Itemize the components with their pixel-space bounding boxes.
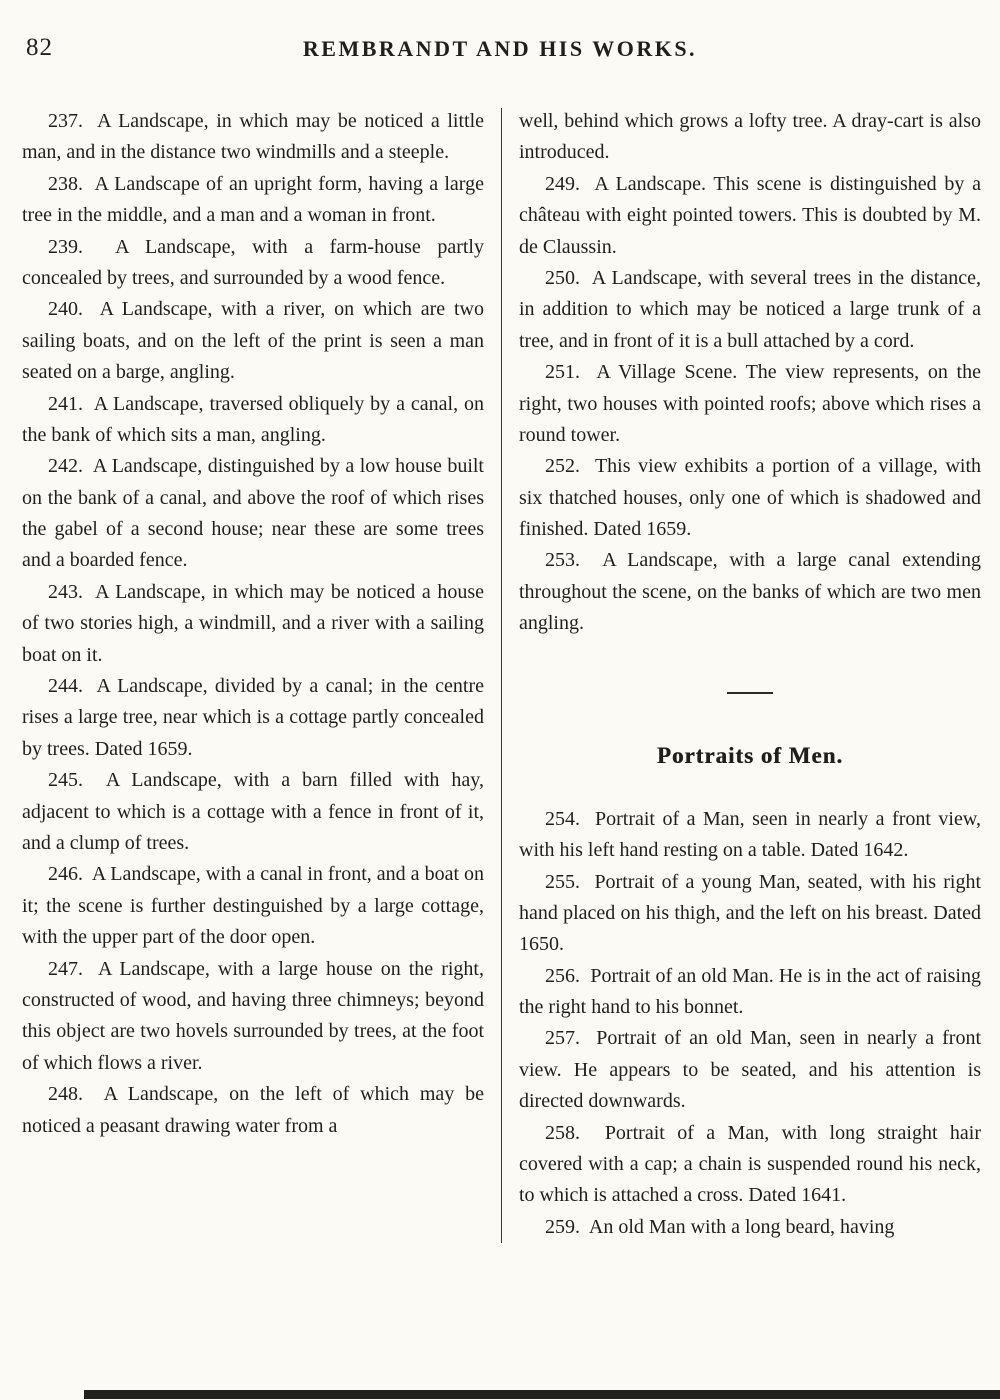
page-header xyxy=(0,0,1000,98)
catalog-entry: 246. A Landscape, with a canal in front, and a boat on it; the scene is further destinguished by a large cottage, with the upper part of the door open. xyxy=(22,863,484,949)
entry-number: 248. xyxy=(48,1083,104,1106)
section-heading: Portraits of Men. xyxy=(656,742,844,768)
catalog-entry: 241. A Landscape, traversed obliquely by a canal, on the bank of which sits a man, angling. xyxy=(22,392,485,446)
entry-number: 243. xyxy=(48,580,96,603)
entry-number: 257. xyxy=(545,1027,597,1050)
catalog-entry: 254. Portrait of a Man, seen in nearly a front view, with his left hand resting on a table. Dated 1642. xyxy=(519,807,981,862)
catalog-entry: 257. Portrait of an old Man, seen in nearly a front view. He appears to be seated, and his attention is directed downwards. xyxy=(519,1027,982,1113)
catalog-entry: 259. An old Man with a long beard, having xyxy=(545,1215,895,1238)
entry-number: 240. xyxy=(48,298,100,321)
catalog-entry: 240. A Landscape, with a river, on which are two sailing boats, and on the left of the print is seen a man seated on a barge, angling. xyxy=(22,298,484,384)
entry-number: 254. xyxy=(545,807,595,830)
continuation-paragraph: well, behind which grows a lofty tree. A dray-cart is also introduced. xyxy=(519,110,981,164)
entry-number: 255. xyxy=(545,870,595,893)
entry-number: 238. xyxy=(48,172,95,195)
page-number: 82 xyxy=(26,34,53,61)
entry-number: 241. xyxy=(48,392,94,415)
column-divider-rule xyxy=(501,108,502,1243)
entry-number: 253. xyxy=(545,549,603,572)
catalog-entry: 251. A Village Scene. The view represents, on the right, two houses with pointed roofs; above which rises a round tower. xyxy=(519,361,981,446)
entry-number: 250. xyxy=(545,266,592,289)
catalog-entry: 237. A Landscape, in which may be noticed a little man, and in the distance two windmills and a steeple. xyxy=(22,110,484,164)
scan-artifact-bar xyxy=(84,1390,1000,1399)
entry-number: 244. xyxy=(48,675,97,698)
catalog-entry: 244. A Landscape, divided by a canal; in the centre rises a large tree, near which is a cottage partly concealed by trees. Dated 1659. xyxy=(22,675,485,760)
running-title: REMBRANDT AND HIS WORKS. xyxy=(302,36,698,61)
entry-number: 237. xyxy=(48,110,98,132)
entry-number: 247. xyxy=(48,957,98,980)
catalog-entry: 245. A Landscape, with a barn filled with hay, adjacent to which is a cottage with a fence in front of it, and a clump of trees. xyxy=(22,769,484,854)
left-column xyxy=(22,106,484,1243)
catalog-entry: 249. A Landscape. This scene is distinguished by a château with eight pointed towers. This is doubted by M. de Claussin. xyxy=(519,172,981,258)
catalog-entry: 252. This view exhibits a portion of a village, with six thatched houses, only one of which is shadowed and finished. Dated 1659. xyxy=(519,455,982,541)
catalog-entry: 242. A Landscape, distinguished by a low house built on the bank of a canal, and above the roof of which rises the gabel of a second house; near these are some trees and a boarded fence. xyxy=(22,455,484,572)
section-divider xyxy=(727,692,773,694)
entry-number: 239. xyxy=(48,235,116,258)
entry-number: 259. xyxy=(545,1215,589,1238)
catalog-entry: 239. A Landscape, with a farm-house partly concealed by trees, and surrounded by a wood fence. xyxy=(22,235,484,289)
right-column xyxy=(519,106,981,1243)
text-columns xyxy=(0,98,1000,1243)
catalog-entry: 243. A Landscape, in which may be noticed a house of two stories high, a windmill, and a river with a sailing boat on it. xyxy=(22,580,484,666)
entry-number: 258. xyxy=(545,1121,605,1144)
entry-number: 245. xyxy=(48,769,106,792)
catalog-entry: 253. A Landscape, with a large canal extending throughout the scene, on the banks of which are two men angling. xyxy=(519,549,981,635)
catalog-entry: 238. A Landscape of an upright form, having a large tree in the middle, and a man and a woman in front. xyxy=(22,172,484,227)
catalog-entry: 247. A Landscape, with a large house on the right, constructed of wood, and having three chimneys; beyond this object are two hovels surrounded by trees, at the foot of which flows a river. xyxy=(22,957,484,1074)
entry-number: 242. xyxy=(48,455,93,478)
entry-number: 246. xyxy=(48,863,92,886)
entry-number: 251. xyxy=(545,361,597,384)
catalog-entry: 250. A Landscape, with several trees in the distance, in addition to which may be noticed a large trunk of a tree, and in front of it is a bull attached by a cord. xyxy=(519,266,981,352)
entry-number: 249. xyxy=(545,172,595,195)
entry-number: 252. xyxy=(545,455,595,478)
catalog-entry: 256. Portrait of an old Man. He is in the act of raising the right hand to his bonnet. xyxy=(519,964,981,1019)
catalog-entry: 248. A Landscape, on the left of which may be noticed a peasant drawing water from a xyxy=(22,1083,484,1137)
entry-number: 256. xyxy=(545,964,591,987)
catalog-entry: 255. Portrait of a young Man, seated, with his right hand placed on his thigh, and the left on his breast. Dated 1650. xyxy=(519,870,982,956)
catalog-entry: 258. Portrait of a Man, with long straight hair covered with a cap; a chain is suspended round his neck, to which is attached a cross. Dated 1641. xyxy=(519,1121,982,1207)
